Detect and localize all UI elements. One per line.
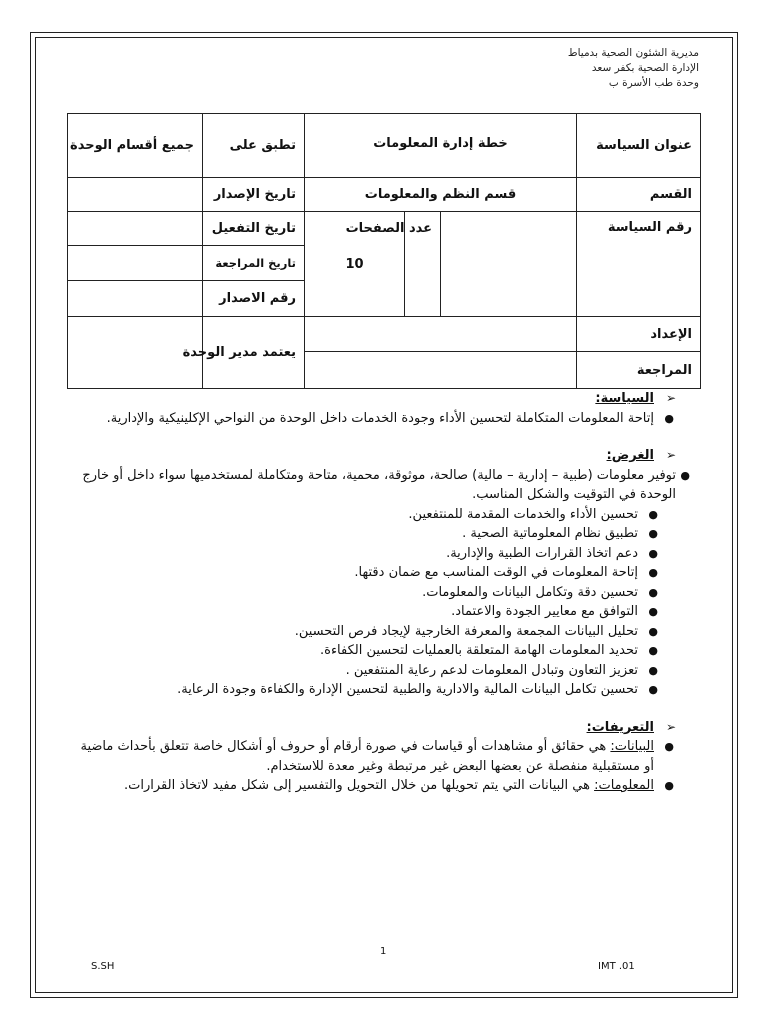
bullet-icon: ● xyxy=(648,546,658,560)
policy-list xyxy=(78,409,676,429)
bullet-icon: ● xyxy=(648,507,658,521)
bullet-icon: ● xyxy=(648,527,658,540)
list-item: ● تحليل البيانات المجمعة والمعرفة الخارجية لإيجاد فرص التحسين. xyxy=(78,622,676,642)
document-header xyxy=(399,46,699,91)
list-item: ● دعم اتخاذ القرارات الطبية والإدارية. xyxy=(78,544,676,564)
page-number: 1 xyxy=(380,946,387,957)
arrow-icon: ➢ xyxy=(665,448,676,462)
applies-to-value: جميع أقسام الوحدة xyxy=(68,114,203,178)
department-value: قسم النظم والمعلومات xyxy=(305,178,577,212)
list-item: ● التوافق مع معايير الجودة والاعتماد. xyxy=(78,602,676,622)
review-date-value xyxy=(68,246,203,281)
definition-text: هي البيانات التي يتم تحويلها من خلال التحويل والتفسير إلى شكل مفيد لاتخاذ القرارات. xyxy=(124,778,595,793)
definition-term: المعلومات: xyxy=(594,778,654,793)
bullet-icon: ● xyxy=(664,740,674,753)
arrow-icon: ➢ xyxy=(665,391,676,405)
bullet-icon: ● xyxy=(648,663,658,677)
list-item: ● تحسين دقة وتكامل البيانات والمعلومات. xyxy=(78,583,676,603)
version-number-value xyxy=(68,281,203,317)
header-line: وحدة طب الأسرة ب xyxy=(608,77,699,89)
review-date-label: تاريخ المراجعة xyxy=(203,246,305,281)
header-line: مديرية الشئون الصحية بدمياط xyxy=(567,47,699,59)
bullet-icon: ● xyxy=(648,624,658,638)
bullet-icon: ● xyxy=(664,411,674,425)
definitions-list xyxy=(78,737,676,796)
policy-section-title: ➢ السياسة: xyxy=(78,389,676,409)
list-item: ● تحديد المعلومات الهامة المتعلقة بالعمليات لتحسين الكفاءة. xyxy=(78,641,676,661)
bullet-icon: ● xyxy=(648,605,658,618)
definition-term: البيانات: xyxy=(610,739,654,754)
issue-date-value xyxy=(68,178,203,212)
purpose-section-title: ➢ الغرض: xyxy=(78,446,676,466)
pages-label: عدد الصفحات xyxy=(405,212,441,317)
purpose-list xyxy=(78,466,690,700)
policy-number-label: رقم السياسة xyxy=(577,212,701,317)
definition-text: هي حقائق أو مشاهدات أو قياسات في صورة أرقام أو حروف أو أشكال خاصة تتعلق بأحداث ماضية أو مستقبلية منفصلة عن بعضها البعض غير مرتبطة وغير معدة للاستخدام. xyxy=(80,739,654,774)
definition-item xyxy=(78,776,676,796)
version-number-label: رقم الاصدار xyxy=(203,281,305,317)
issue-date-label: تاريخ الإصدار xyxy=(203,178,305,212)
policy-title-value: خطة إدارة المعلومات xyxy=(305,114,577,178)
bullet-icon: ● xyxy=(648,644,658,657)
definitions-section-title: ➢ التعريفات: xyxy=(78,718,676,738)
policy-title-label: عنوان السياسة xyxy=(577,114,701,178)
purpose-intro: ● توفير معلومات (طبية – إدارية – مالية) صالحة، موثوقة، محمية، متاحة ومتكاملة لمستخدميها سواء داخل أو خارج الوحدة في التوقيت والشكل المناسب. xyxy=(82,467,690,502)
policy-number-value xyxy=(441,212,577,317)
bullet-icon: ● xyxy=(680,468,690,482)
activation-date-value xyxy=(68,212,203,246)
department-label: القسم xyxy=(577,178,701,212)
footer-initials: S.SH xyxy=(91,961,115,972)
list-item: ● إتاحة المعلومات في الوقت المناسب مع ضمان دقتها. xyxy=(78,563,676,583)
reviewed-value xyxy=(305,352,577,389)
header-line: الإدارة الصحية بكفر سعد xyxy=(591,62,699,74)
bullet-icon: ● xyxy=(648,683,658,696)
pages-value: 10 xyxy=(305,212,405,317)
list-item: ● تحسين الأداء والخدمات المقدمة للمنتفعين. xyxy=(78,505,676,525)
footer-document-code: IMT .01 xyxy=(598,961,635,972)
reviewed-label: المراجعة xyxy=(577,352,701,389)
approved-label: يعتمد مدير الوحدة xyxy=(203,317,305,389)
definition-item xyxy=(78,737,676,776)
bullet-icon: ● xyxy=(648,566,658,579)
bullet-icon: ● xyxy=(648,585,658,599)
prepared-value xyxy=(305,317,577,352)
list-item: ● تطبيق نظام المعلوماتية الصحية . xyxy=(78,524,676,544)
activation-date-label: تاريخ التفعيل xyxy=(203,212,305,246)
arrow-icon: ➢ xyxy=(665,719,676,734)
document-body xyxy=(78,389,690,796)
list-item: ● تحسين تكامل البيانات المالية والادارية والطبية لتحسين الإدارة والكفاءة وجودة الرعاية. xyxy=(78,680,676,700)
list-item: ● إتاحة المعلومات المتكاملة لتحسين الأداء وجودة الخدمات داخل الوحدة من النواحي الإكلينيكية والإدارية. xyxy=(78,409,676,429)
list-item: ● تعزيز التعاون وتبادل المعلومات لدعم رعاية المنتفعين . xyxy=(78,661,676,681)
applies-to-label: تطبق على xyxy=(203,114,305,178)
prepared-label: الإعداد xyxy=(577,317,701,352)
policy-info-table xyxy=(67,113,701,389)
bullet-icon: ● xyxy=(664,779,674,792)
